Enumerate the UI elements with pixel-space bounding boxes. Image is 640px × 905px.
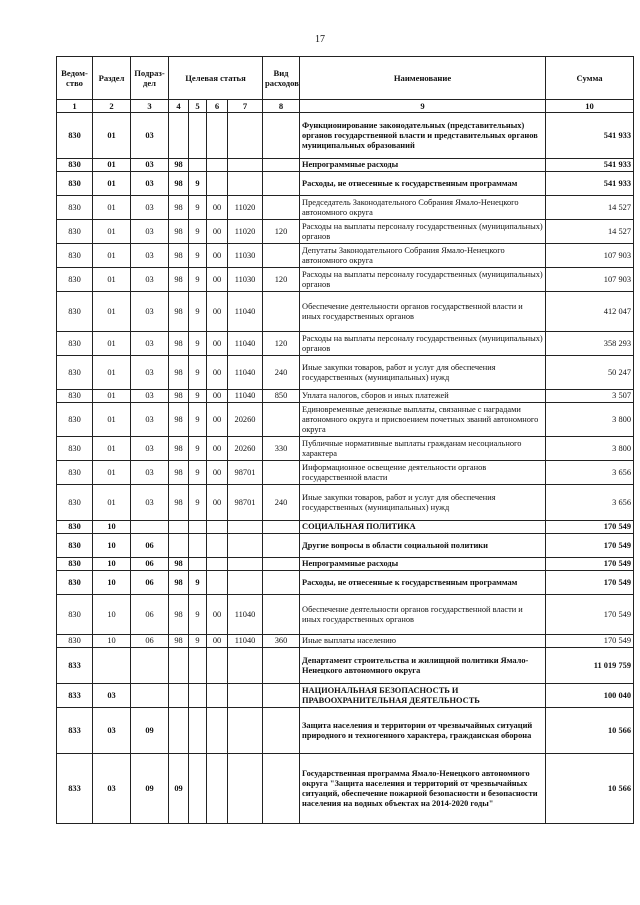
table-row	[57, 268, 634, 292]
cell-cs-2: 9	[189, 485, 207, 521]
cell-summa: 50 247	[546, 356, 634, 390]
cell-cs-2: 9	[189, 244, 207, 268]
cell-cs-4: 98701	[228, 485, 263, 521]
cell-summa: 170 549	[546, 571, 634, 595]
cell-cs-1: 98	[169, 159, 189, 172]
cell-vedomstvo: 830	[57, 292, 93, 332]
col-num: 8	[263, 100, 300, 113]
cell-naimenovanie: Расходы, не отнесенные к государственным программам	[300, 172, 546, 196]
cell-vedomstvo: 830	[57, 244, 93, 268]
cell-cs-2: 9	[189, 196, 207, 220]
col-num: 7	[228, 100, 263, 113]
col-num: 1	[57, 100, 93, 113]
cell-vid-rashodov	[263, 461, 300, 485]
cell-cs-4	[228, 113, 263, 159]
cell-cs-3	[207, 684, 228, 708]
cell-cs-4: 11020	[228, 220, 263, 244]
cell-naimenovanie: Департамент строительства и жилищной политики Ямало-Ненецкого автономного округа	[300, 648, 546, 684]
cell-summa: 3 800	[546, 403, 634, 437]
cell-vid-rashodov	[263, 244, 300, 268]
table-row	[57, 684, 634, 708]
table-row	[57, 292, 634, 332]
cell-naimenovanie: Другие вопросы в области социальной политики	[300, 534, 546, 558]
cell-cs-4: 11040	[228, 635, 263, 648]
cell-summa: 10 566	[546, 708, 634, 754]
cell-podrazdel: 03	[131, 437, 169, 461]
cell-naimenovanie: Иные выплаты населению	[300, 635, 546, 648]
cell-cs-4	[228, 159, 263, 172]
cell-cs-4	[228, 708, 263, 754]
cell-cs-1	[169, 521, 189, 534]
cell-razdel: 03	[93, 708, 131, 754]
cell-cs-2	[189, 534, 207, 558]
cell-podrazdel: 03	[131, 403, 169, 437]
cell-cs-4: 20260	[228, 437, 263, 461]
cell-razdel: 03	[93, 684, 131, 708]
cell-podrazdel: 06	[131, 635, 169, 648]
cell-cs-4	[228, 571, 263, 595]
header-vedomstvo: Ведом- ство	[57, 57, 93, 100]
cell-razdel: 01	[93, 172, 131, 196]
cell-cs-2: 9	[189, 268, 207, 292]
cell-cs-3: 00	[207, 268, 228, 292]
cell-podrazdel	[131, 648, 169, 684]
cell-cs-4: 11030	[228, 244, 263, 268]
header-summa: Сумма	[546, 57, 634, 100]
cell-vedomstvo: 830	[57, 159, 93, 172]
cell-cs-2: 9	[189, 635, 207, 648]
cell-vid-rashodov: 120	[263, 332, 300, 356]
cell-razdel: 01	[93, 159, 131, 172]
cell-cs-1: 98	[169, 196, 189, 220]
table-row	[57, 390, 634, 403]
cell-razdel: 01	[93, 292, 131, 332]
cell-podrazdel: 03	[131, 113, 169, 159]
cell-summa: 170 549	[546, 521, 634, 534]
cell-cs-2: 9	[189, 292, 207, 332]
cell-cs-4	[228, 172, 263, 196]
table-row	[57, 534, 634, 558]
col-num: 6	[207, 100, 228, 113]
cell-vid-rashodov: 330	[263, 437, 300, 461]
cell-vedomstvo: 830	[57, 534, 93, 558]
cell-cs-3: 00	[207, 244, 228, 268]
cell-razdel: 03	[93, 754, 131, 824]
cell-cs-2	[189, 521, 207, 534]
cell-razdel: 01	[93, 356, 131, 390]
cell-podrazdel: 03	[131, 461, 169, 485]
cell-cs-4: 11040	[228, 356, 263, 390]
table-row	[57, 648, 634, 684]
cell-cs-3	[207, 754, 228, 824]
cell-podrazdel: 09	[131, 708, 169, 754]
cell-cs-1: 98	[169, 437, 189, 461]
cell-vedomstvo: 830	[57, 558, 93, 571]
cell-summa: 170 549	[546, 595, 634, 635]
budget-table	[56, 56, 634, 824]
header-row	[57, 57, 634, 100]
cell-vid-rashodov	[263, 172, 300, 196]
cell-razdel: 01	[93, 461, 131, 485]
cell-podrazdel: 03	[131, 196, 169, 220]
cell-cs-3	[207, 172, 228, 196]
page-number: 17	[315, 34, 325, 45]
cell-naimenovanie: Уплата налогов, сборов и иных платежей	[300, 390, 546, 403]
cell-summa: 107 903	[546, 244, 634, 268]
column-number-row	[57, 100, 634, 113]
cell-summa: 541 933	[546, 113, 634, 159]
cell-podrazdel: 03	[131, 356, 169, 390]
cell-vedomstvo: 830	[57, 390, 93, 403]
cell-summa: 11 019 759	[546, 648, 634, 684]
cell-razdel: 10	[93, 635, 131, 648]
cell-vedomstvo: 830	[57, 437, 93, 461]
cell-cs-2: 9	[189, 332, 207, 356]
cell-razdel: 01	[93, 220, 131, 244]
cell-naimenovanie: Иные закупки товаров, работ и услуг для обеспечения государственных (муниципальных) нужд	[300, 356, 546, 390]
cell-vid-rashodov	[263, 754, 300, 824]
cell-vedomstvo: 830	[57, 172, 93, 196]
cell-razdel: 01	[93, 485, 131, 521]
table-body	[57, 113, 634, 824]
cell-vedomstvo: 830	[57, 635, 93, 648]
cell-naimenovanie: Единовременные денежные выплаты, связанные с наградами автономного округа и присвоением почетных званий автономного округа	[300, 403, 546, 437]
cell-podrazdel: 06	[131, 595, 169, 635]
cell-cs-4: 11040	[228, 332, 263, 356]
table-row	[57, 332, 634, 356]
col-num: 2	[93, 100, 131, 113]
cell-cs-1: 98	[169, 558, 189, 571]
cell-cs-3: 00	[207, 390, 228, 403]
cell-razdel: 10	[93, 534, 131, 558]
cell-summa: 358 293	[546, 332, 634, 356]
table-row	[57, 244, 634, 268]
header-celevaya-statya: Целевая статья	[169, 57, 263, 100]
cell-cs-1: 98	[169, 485, 189, 521]
cell-podrazdel: 09	[131, 754, 169, 824]
cell-podrazdel: 03	[131, 485, 169, 521]
cell-cs-3	[207, 534, 228, 558]
cell-vedomstvo: 830	[57, 595, 93, 635]
cell-razdel: 01	[93, 113, 131, 159]
table-row	[57, 437, 634, 461]
cell-naimenovanie: Расходы на выплаты персоналу государственных (муниципальных) органов	[300, 332, 546, 356]
cell-cs-2: 9	[189, 220, 207, 244]
cell-summa: 107 903	[546, 268, 634, 292]
table-row	[57, 159, 634, 172]
cell-cs-1	[169, 708, 189, 754]
cell-cs-4	[228, 558, 263, 571]
cell-cs-2	[189, 113, 207, 159]
cell-cs-2: 9	[189, 461, 207, 485]
cell-cs-2: 9	[189, 595, 207, 635]
cell-cs-2: 9	[189, 403, 207, 437]
cell-vid-rashodov	[263, 196, 300, 220]
table-row	[57, 356, 634, 390]
cell-cs-1	[169, 648, 189, 684]
table-row	[57, 708, 634, 754]
cell-razdel: 01	[93, 390, 131, 403]
cell-cs-1: 98	[169, 268, 189, 292]
cell-cs-3	[207, 521, 228, 534]
cell-vedomstvo: 830	[57, 332, 93, 356]
cell-razdel: 01	[93, 196, 131, 220]
cell-cs-1: 98	[169, 461, 189, 485]
cell-cs-4	[228, 648, 263, 684]
cell-naimenovanie: Защита населения и территории от чрезвычайных ситуаций природного и техногенного характера, гражданская оборона	[300, 708, 546, 754]
cell-vedomstvo: 833	[57, 754, 93, 824]
cell-cs-1	[169, 534, 189, 558]
cell-razdel: 01	[93, 437, 131, 461]
cell-cs-4: 98701	[228, 461, 263, 485]
cell-cs-3	[207, 708, 228, 754]
cell-naimenovanie: Непрограммные расходы	[300, 558, 546, 571]
cell-vid-rashodov: 120	[263, 268, 300, 292]
cell-cs-3	[207, 159, 228, 172]
cell-vedomstvo: 830	[57, 220, 93, 244]
cell-vedomstvo: 830	[57, 113, 93, 159]
table-row	[57, 113, 634, 159]
cell-cs-3: 00	[207, 332, 228, 356]
cell-podrazdel: 06	[131, 558, 169, 571]
cell-cs-3	[207, 571, 228, 595]
cell-summa: 14 527	[546, 196, 634, 220]
cell-naimenovanie: Непрограммные расходы	[300, 159, 546, 172]
cell-naimenovanie: Расходы, не отнесенные к государственным программам	[300, 571, 546, 595]
cell-cs-1: 98	[169, 571, 189, 595]
cell-razdel: 10	[93, 571, 131, 595]
cell-razdel: 10	[93, 521, 131, 534]
table-row	[57, 461, 634, 485]
cell-naimenovanie: Государственная программа Ямало-Ненецкого автономного округа "Защита населения и территорий от чрезвычайных ситуаций, обеспечение пожарной безопасности и безопасности населения на водных объектах на 2014-2020 годы"	[300, 754, 546, 824]
cell-podrazdel: 03	[131, 244, 169, 268]
cell-cs-3	[207, 558, 228, 571]
cell-naimenovanie: Иные закупки товаров, работ и услуг для обеспечения государственных (муниципальных) нужд	[300, 485, 546, 521]
cell-cs-2	[189, 708, 207, 754]
cell-vid-rashodov	[263, 113, 300, 159]
cell-vid-rashodov	[263, 595, 300, 635]
cell-vid-rashodov	[263, 684, 300, 708]
cell-summa: 3 800	[546, 437, 634, 461]
cell-vedomstvo: 830	[57, 356, 93, 390]
header-razdel: Раздел	[93, 57, 131, 100]
cell-cs-3	[207, 648, 228, 684]
cell-cs-3: 00	[207, 437, 228, 461]
cell-podrazdel: 03	[131, 390, 169, 403]
cell-cs-4: 11030	[228, 268, 263, 292]
cell-cs-1: 98	[169, 332, 189, 356]
cell-summa: 170 549	[546, 558, 634, 571]
table-row	[57, 595, 634, 635]
cell-cs-1: 98	[169, 595, 189, 635]
cell-podrazdel: 03	[131, 268, 169, 292]
cell-naimenovanie: НАЦИОНАЛЬНАЯ БЕЗОПАСНОСТЬ И ПРАВООХРАНИТЕЛЬНАЯ ДЕЯТЕЛЬНОСТЬ	[300, 684, 546, 708]
cell-podrazdel: 03	[131, 159, 169, 172]
cell-cs-2	[189, 754, 207, 824]
cell-summa: 170 549	[546, 534, 634, 558]
cell-cs-4	[228, 534, 263, 558]
cell-vid-rashodov: 120	[263, 220, 300, 244]
cell-cs-3	[207, 113, 228, 159]
cell-naimenovanie: Председатель Законодательного Собрания Ямало-Ненецкого автономного округа	[300, 196, 546, 220]
cell-cs-4	[228, 754, 263, 824]
cell-razdel: 01	[93, 268, 131, 292]
cell-cs-2	[189, 684, 207, 708]
table-row	[57, 172, 634, 196]
cell-cs-2	[189, 159, 207, 172]
cell-cs-3: 00	[207, 461, 228, 485]
cell-razdel: 01	[93, 332, 131, 356]
cell-summa: 3 656	[546, 461, 634, 485]
cell-vid-rashodov	[263, 558, 300, 571]
cell-cs-4	[228, 521, 263, 534]
cell-podrazdel: 03	[131, 332, 169, 356]
cell-cs-4: 20260	[228, 403, 263, 437]
cell-cs-4: 11040	[228, 292, 263, 332]
cell-cs-3: 00	[207, 635, 228, 648]
cell-vedomstvo: 833	[57, 648, 93, 684]
cell-vedomstvo: 830	[57, 571, 93, 595]
cell-razdel: 10	[93, 595, 131, 635]
cell-podrazdel	[131, 684, 169, 708]
cell-cs-2: 9	[189, 356, 207, 390]
cell-naimenovanie: Публичные нормативные выплаты гражданам несоциального характера	[300, 437, 546, 461]
cell-razdel: 01	[93, 403, 131, 437]
cell-summa: 10 566	[546, 754, 634, 824]
cell-cs-3: 00	[207, 403, 228, 437]
cell-naimenovanie: Расходы на выплаты персоналу государственных (муниципальных) органов	[300, 220, 546, 244]
cell-cs-4	[228, 684, 263, 708]
col-num: 10	[546, 100, 634, 113]
table-row	[57, 635, 634, 648]
cell-cs-2: 9	[189, 390, 207, 403]
cell-vid-rashodov	[263, 521, 300, 534]
cell-summa: 541 933	[546, 172, 634, 196]
cell-vid-rashodov: 360	[263, 635, 300, 648]
cell-naimenovanie: СОЦИАЛЬНАЯ ПОЛИТИКА	[300, 521, 546, 534]
cell-cs-1: 09	[169, 754, 189, 824]
cell-naimenovanie: Информационное освещение деятельности органов государственной власти	[300, 461, 546, 485]
cell-cs-4: 11040	[228, 595, 263, 635]
cell-naimenovanie: Депутаты Законодательного Собрания Ямало-Ненецкого автономного округа	[300, 244, 546, 268]
cell-summa: 412 047	[546, 292, 634, 332]
cell-summa: 3 507	[546, 390, 634, 403]
header-podrazdel: Подраз- дел	[131, 57, 169, 100]
cell-cs-2: 9	[189, 437, 207, 461]
cell-vid-rashodov	[263, 159, 300, 172]
cell-cs-3: 00	[207, 356, 228, 390]
cell-cs-1: 98	[169, 635, 189, 648]
col-num: 9	[300, 100, 546, 113]
cell-naimenovanie: Обеспечение деятельности органов государственной власти и иных государственных органов	[300, 292, 546, 332]
cell-cs-3: 00	[207, 292, 228, 332]
cell-summa: 170 549	[546, 635, 634, 648]
cell-podrazdel: 03	[131, 220, 169, 244]
cell-cs-4: 11020	[228, 196, 263, 220]
header-vid-rashodov: Вид расходов	[263, 57, 300, 100]
table-row	[57, 754, 634, 824]
cell-vedomstvo: 830	[57, 521, 93, 534]
table-row	[57, 485, 634, 521]
cell-podrazdel: 06	[131, 534, 169, 558]
cell-podrazdel: 03	[131, 172, 169, 196]
cell-vid-rashodov: 240	[263, 485, 300, 521]
cell-summa: 14 527	[546, 220, 634, 244]
cell-vid-rashodov	[263, 708, 300, 754]
cell-vedomstvo: 830	[57, 196, 93, 220]
table-row	[57, 403, 634, 437]
cell-vedomstvo: 830	[57, 403, 93, 437]
cell-cs-2	[189, 558, 207, 571]
cell-cs-1	[169, 113, 189, 159]
cell-cs-1: 98	[169, 244, 189, 268]
cell-cs-3: 00	[207, 595, 228, 635]
table-row	[57, 571, 634, 595]
col-num: 3	[131, 100, 169, 113]
cell-podrazdel	[131, 521, 169, 534]
header-naimenovanie: Наименование	[300, 57, 546, 100]
cell-razdel	[93, 648, 131, 684]
cell-vedomstvo: 830	[57, 485, 93, 521]
col-num: 4	[169, 100, 189, 113]
table-row	[57, 558, 634, 571]
cell-naimenovanie: Расходы на выплаты персоналу государственных (муниципальных) органов	[300, 268, 546, 292]
table-row	[57, 521, 634, 534]
cell-summa: 100 040	[546, 684, 634, 708]
col-num: 5	[189, 100, 207, 113]
cell-cs-2: 9	[189, 172, 207, 196]
cell-vid-rashodov	[263, 403, 300, 437]
cell-cs-2	[189, 648, 207, 684]
cell-cs-1: 98	[169, 220, 189, 244]
cell-vid-rashodov: 850	[263, 390, 300, 403]
cell-cs-1: 98	[169, 356, 189, 390]
cell-vid-rashodov	[263, 292, 300, 332]
cell-naimenovanie: Функционирование законодательных (представительных) органов государственной власти и представительных органов муниципальных образований	[300, 113, 546, 159]
cell-summa: 3 656	[546, 485, 634, 521]
table-row	[57, 196, 634, 220]
cell-vedomstvo: 833	[57, 684, 93, 708]
cell-razdel: 10	[93, 558, 131, 571]
cell-cs-1: 98	[169, 172, 189, 196]
cell-cs-3: 00	[207, 196, 228, 220]
cell-vid-rashodov	[263, 571, 300, 595]
cell-cs-1: 98	[169, 390, 189, 403]
table-row	[57, 220, 634, 244]
cell-razdel: 01	[93, 244, 131, 268]
cell-cs-2: 9	[189, 571, 207, 595]
cell-cs-1: 98	[169, 403, 189, 437]
cell-vedomstvo: 830	[57, 461, 93, 485]
cell-vid-rashodov	[263, 534, 300, 558]
cell-vid-rashodov: 240	[263, 356, 300, 390]
cell-summa: 541 933	[546, 159, 634, 172]
cell-cs-1: 98	[169, 292, 189, 332]
cell-podrazdel: 06	[131, 571, 169, 595]
cell-cs-4: 11040	[228, 390, 263, 403]
cell-vedomstvo: 830	[57, 268, 93, 292]
cell-podrazdel: 03	[131, 292, 169, 332]
cell-cs-1	[169, 684, 189, 708]
cell-vedomstvo: 833	[57, 708, 93, 754]
cell-cs-3: 00	[207, 485, 228, 521]
cell-naimenovanie: Обеспечение деятельности органов государственной власти и иных государственных органов	[300, 595, 546, 635]
cell-vid-rashodov	[263, 648, 300, 684]
cell-cs-3: 00	[207, 220, 228, 244]
